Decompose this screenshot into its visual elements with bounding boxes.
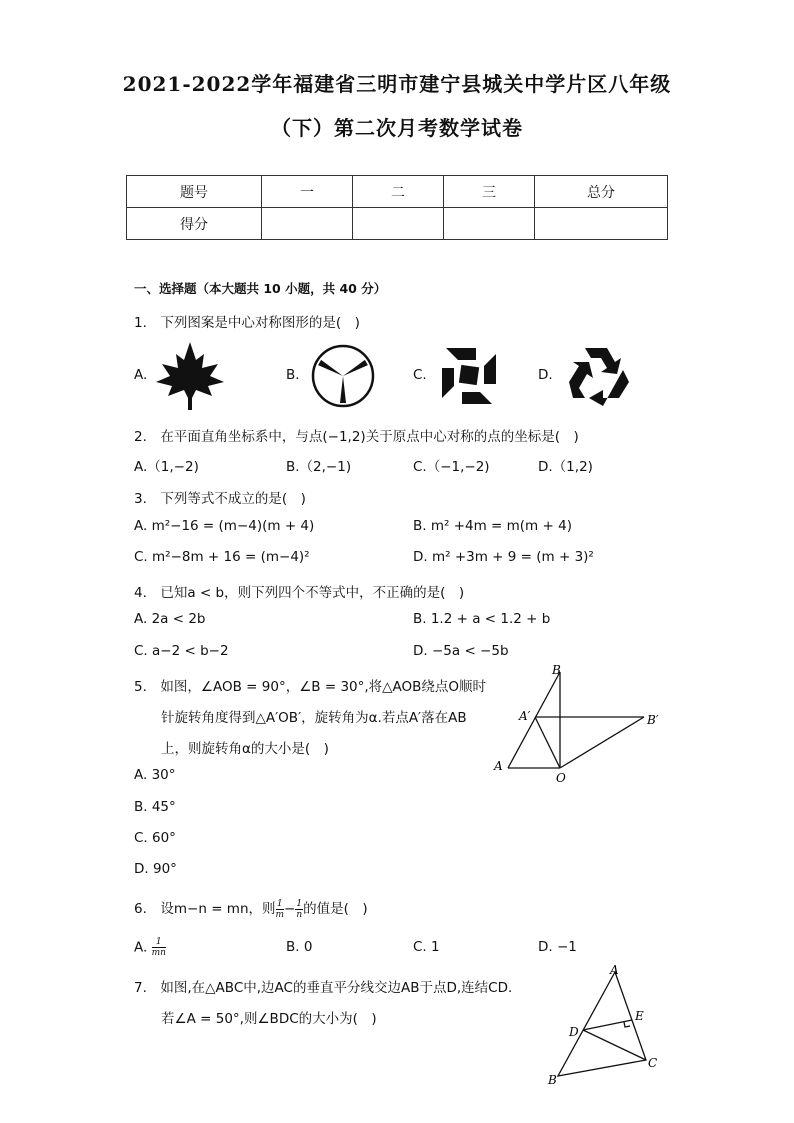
q5-option-a[interactable]: A. 30° — [134, 767, 176, 783]
label-b: B — [548, 1073, 557, 1087]
q6-stem-suffix: 的值是( ) — [303, 901, 368, 917]
q1-option-a[interactable]: A. — [134, 367, 148, 383]
q6-option-c[interactable]: C. 1 — [413, 939, 440, 955]
question-5-line1: 5. 如图，∠AOB = 90°，∠B = 30°,将△AOB绕点O顺时 — [134, 679, 487, 695]
table-header-cell: 总分 — [535, 176, 668, 208]
q4-option-c[interactable]: C. a−2 < b−2 — [134, 643, 229, 659]
q5-option-d[interactable]: D. 90° — [134, 861, 177, 877]
table-row-label: 得分 — [127, 208, 262, 240]
label-o: O — [556, 771, 566, 785]
question-7-line2: 若∠A = 50°,则∠BDC的大小为( ) — [161, 1011, 377, 1027]
table-header-cell: 三 — [444, 176, 535, 208]
q5-rotation-figure — [488, 660, 668, 788]
q6-option-b[interactable]: B. 0 — [286, 939, 313, 955]
question-5-line2: 针旋转角度得到△A′OB′，旋转角为α.若点A′落在AB — [161, 710, 467, 726]
question-3-stem: 3. 下列等式不成立的是( ) — [134, 491, 306, 507]
table-row — [127, 176, 668, 208]
label-e: E — [635, 1009, 644, 1023]
q1-option-d[interactable]: D. — [538, 367, 553, 383]
table-header-cell: 一 — [262, 176, 353, 208]
maple-leaf-icon — [152, 340, 228, 412]
q5-option-b[interactable]: B. 45° — [134, 799, 176, 815]
q3-option-c[interactable]: C. m²−8m + 16 = (m−4)² — [134, 549, 310, 565]
q2-option-c[interactable]: C.（−1,−2) — [413, 459, 490, 475]
q4-option-b[interactable]: B. 1.2 + a < 1.2 + b — [413, 611, 551, 627]
score-table — [126, 175, 668, 240]
q5-option-c[interactable]: C. 60° — [134, 830, 176, 846]
q2-option-d[interactable]: D.（1,2) — [538, 459, 593, 475]
label-d: D — [569, 1025, 579, 1039]
q6-option-a[interactable]: A. $\frac{1}{mn}$ — [134, 937, 166, 958]
mercedes-logo-icon — [309, 343, 377, 409]
table-row — [127, 208, 668, 240]
q3-option-a[interactable]: A. m²−16 = (m−4)(m + 4) — [134, 518, 315, 534]
page-title-line1: 2021-2022学年福建省三明市建宁县城关中学片区八年级 — [122, 72, 672, 96]
score-input-cell[interactable] — [262, 208, 353, 240]
label-a-prime: A′ — [519, 709, 531, 723]
table-header-cell: 题号 — [127, 176, 262, 208]
fraction-1-over-m: $\frac{1}{m}$ — [275, 898, 285, 920]
q4-option-d[interactable]: D. −5a < −5b — [413, 643, 509, 659]
label-a: A — [610, 963, 619, 977]
question-1-stem: 1. 下列图案是中心对称图形的是( ) — [134, 315, 360, 331]
table-header-cell: 二 — [353, 176, 444, 208]
recycle-triangle-icon — [563, 342, 631, 410]
fraction-1-over-mn: $\frac{1}{mn}$ — [151, 937, 166, 958]
q2-option-b[interactable]: B.（2,−1) — [286, 459, 352, 475]
q2-option-a[interactable]: A.（1,−2) — [134, 459, 199, 475]
question-4-stem: 4. 已知a < b，则下列四个不等式中，不正确的是( ) — [134, 585, 465, 601]
q6-option-d[interactable]: D. −1 — [538, 939, 577, 955]
q1-option-b[interactable]: B. — [286, 367, 300, 383]
q3-option-d[interactable]: D. m² +3m + 9 = (m + 3)² — [413, 549, 594, 565]
score-input-cell[interactable] — [444, 208, 535, 240]
section-heading: 一、选择题（本大题共 10 小题，共 40 分） — [134, 281, 387, 296]
pinwheel-squares-icon — [436, 344, 502, 408]
fraction-1-over-n: $\frac{1}{n}$ — [296, 898, 303, 920]
page-title-line2: （下）第二次月考数学试卷 — [271, 116, 523, 140]
q6-stem-prefix: 6. 设m−n = mn，则 — [134, 901, 276, 917]
q1-option-c[interactable]: C. — [413, 367, 427, 383]
score-input-cell[interactable] — [353, 208, 444, 240]
question-6-stem: 6. 设m−n = mn，则 $\frac{1}{m}$ − $\frac{1}{n}$ 的值是( ) — [134, 898, 368, 920]
label-b-prime: B′ — [647, 713, 659, 727]
question-7-line1: 7. 如图,在△ABC中,边AC的垂直平分线交边AB于点D,连结CD. — [134, 980, 513, 996]
question-2-stem: 2. 在平面直角坐标系中，与点(−1,2)关于原点中心对称的点的坐标是( ) — [134, 429, 579, 445]
q7-triangle-figure — [536, 962, 666, 1088]
q3-option-b[interactable]: B. m² +4m = m(m + 4) — [413, 518, 572, 534]
q4-option-a[interactable]: A. 2a < 2b — [134, 611, 206, 627]
question-5-line3: 上，则旋转角α的大小是( ) — [161, 741, 329, 757]
label-a: A — [494, 759, 503, 773]
label-c: C — [648, 1056, 658, 1070]
score-input-cell[interactable] — [535, 208, 668, 240]
label-b: B — [552, 663, 561, 677]
